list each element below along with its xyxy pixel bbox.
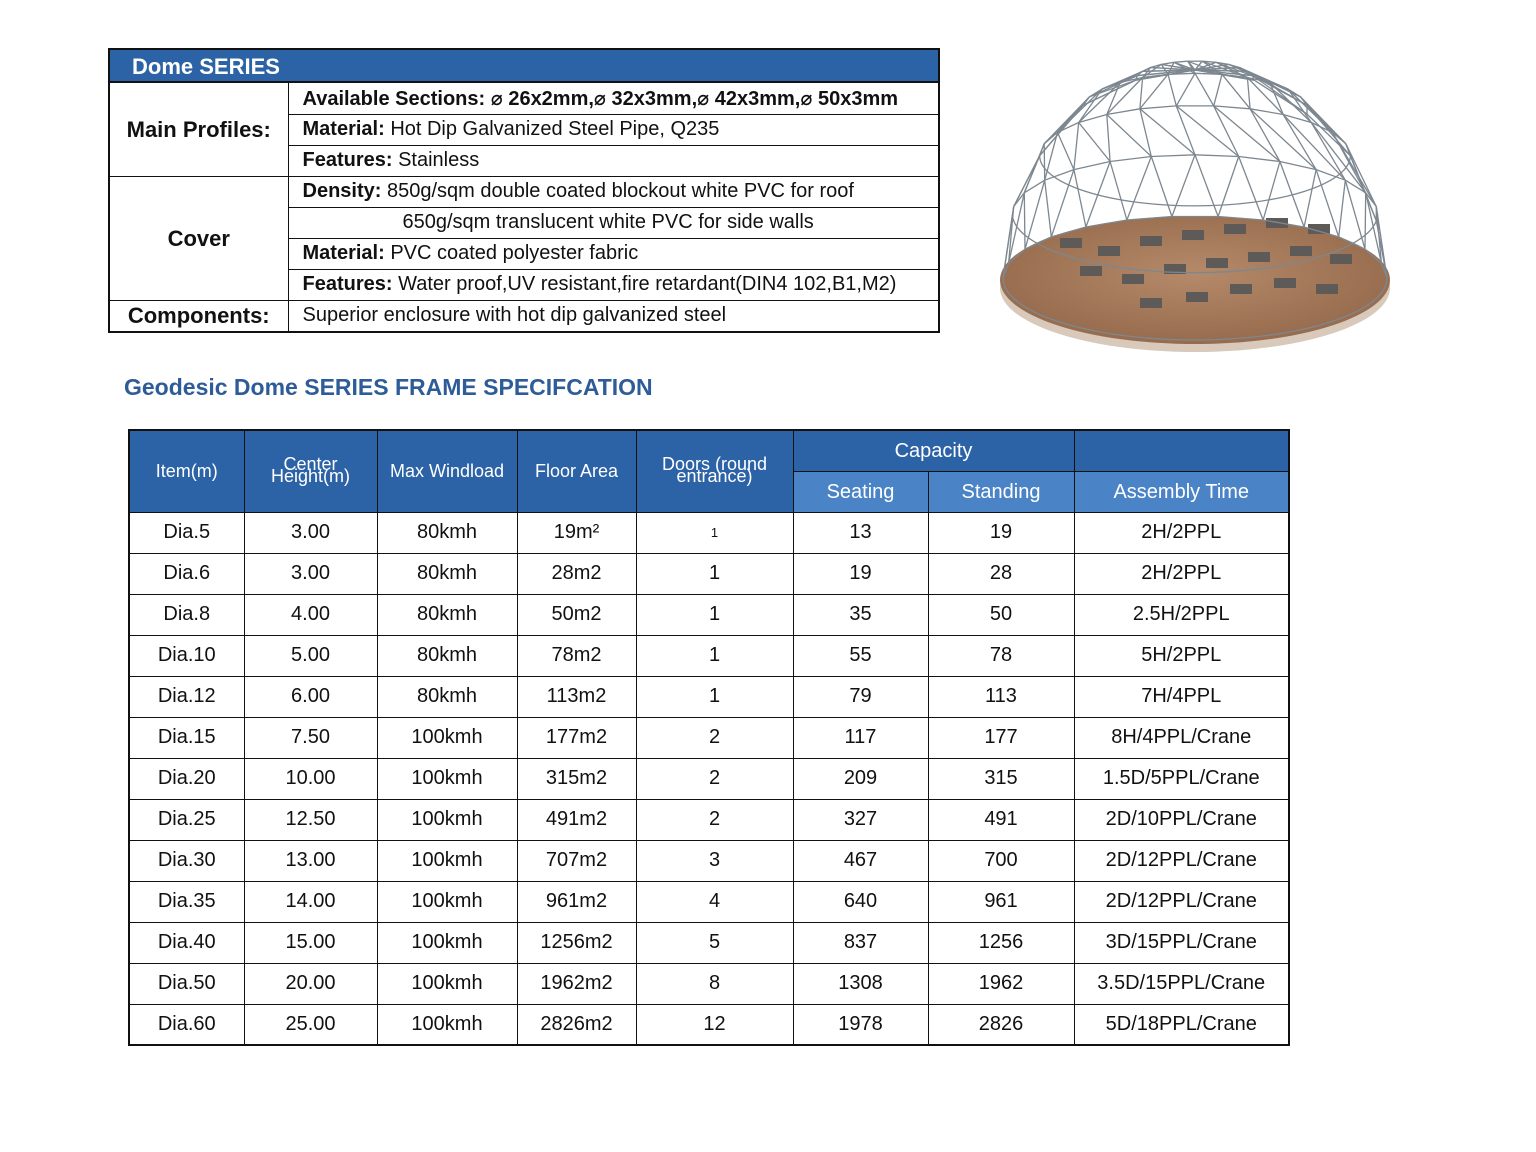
header-blank <box>1074 430 1289 471</box>
dome-strut <box>1107 115 1152 157</box>
dome-strut <box>1045 170 1074 181</box>
cell-standing: 961 <box>928 881 1074 922</box>
dome-strut <box>1086 162 1110 228</box>
table-row <box>129 922 1289 963</box>
dome-strut <box>1239 157 1263 221</box>
dome-strut <box>1218 157 1239 217</box>
cell-floor-area: 1256m2 <box>517 922 636 963</box>
cell-doors: 1 <box>636 676 793 717</box>
profile-features-label: Features: <box>302 149 393 171</box>
dome-front-ring <box>1040 156 1351 206</box>
spec-cell <box>288 114 938 145</box>
table-row <box>129 512 1289 553</box>
cell-standing: 28 <box>928 553 1074 594</box>
spec-row <box>110 300 938 331</box>
cell-doors: 3 <box>636 840 793 881</box>
dome-strut <box>1051 170 1074 237</box>
header-floor-area: Floor Area <box>517 430 636 512</box>
dome-strut <box>1151 155 1195 157</box>
cell-doors: 2 <box>636 717 793 758</box>
dome-strut <box>1140 78 1143 109</box>
cell-seating: 1308 <box>793 963 928 1004</box>
dome-strut <box>1263 162 1280 221</box>
cell-item: Dia.50 <box>129 963 244 1004</box>
cell-seating: 327 <box>793 799 928 840</box>
cell-floor-area: 78m2 <box>517 635 636 676</box>
cell-item: Dia.20 <box>129 758 244 799</box>
cell-seating: 1978 <box>793 1004 928 1045</box>
cell-assembly-time: 2H/2PPL <box>1074 512 1289 553</box>
table-row <box>129 676 1289 717</box>
header-center-height <box>244 430 377 512</box>
density-value-2: 650g/sqm translucent white PVC for side walls <box>288 207 938 238</box>
dome-strut <box>1140 109 1151 157</box>
cell-max-windload: 100kmh <box>377 840 517 881</box>
cover-material-label: Material: <box>302 242 385 264</box>
profile-material-value: Hot Dip Galvanized Steel Pipe, Q235 <box>390 118 720 140</box>
cell-standing: 78 <box>928 635 1074 676</box>
cell-assembly-time: 2D/10PPL/Crane <box>1074 799 1289 840</box>
cell-floor-area: 315m2 <box>517 758 636 799</box>
cell-standing: 700 <box>928 840 1074 881</box>
dome-strut <box>1250 109 1280 162</box>
cell-max-windload: 80kmh <box>377 635 517 676</box>
table-row <box>129 553 1289 594</box>
cell-max-windload: 80kmh <box>377 594 517 635</box>
cell-assembly-time: 5H/2PPL <box>1074 635 1289 676</box>
table-row <box>129 1004 1289 1045</box>
spec-row <box>110 176 938 207</box>
sections-label: Available Sections: <box>302 87 486 110</box>
dome-strut <box>1168 74 1176 106</box>
cell-center-height: 14.00 <box>244 881 377 922</box>
table-row <box>129 799 1289 840</box>
density-label: Density: <box>302 180 382 202</box>
dome-strut <box>1253 76 1307 115</box>
components-value: Superior enclosure with hot dip galvanized steel <box>288 300 938 331</box>
cell-item: Dia.8 <box>129 594 244 635</box>
header-assembly-time: Assembly Time <box>1074 471 1289 512</box>
cell-floor-area: 177m2 <box>517 717 636 758</box>
cell-max-windload: 100kmh <box>377 717 517 758</box>
dome-strut <box>1074 162 1110 170</box>
cell-standing: 2826 <box>928 1004 1074 1045</box>
cell-doors: 12 <box>636 1004 793 1045</box>
dome-strut <box>1311 123 1365 193</box>
header-doors-label: Doors (round entrance) <box>661 453 768 486</box>
cell-doors: 2 <box>636 799 793 840</box>
cell-floor-area: 50m2 <box>517 594 636 635</box>
cell-center-height: 5.00 <box>244 635 377 676</box>
table-row <box>129 840 1289 881</box>
cell-center-height: 25.00 <box>244 1004 377 1045</box>
dome-strut <box>1110 162 1127 221</box>
dome-strut <box>1174 61 1188 62</box>
cell-standing: 113 <box>928 676 1074 717</box>
cell-max-windload: 100kmh <box>377 881 517 922</box>
cell-item: Dia.60 <box>129 1004 244 1045</box>
cell-floor-area: 707m2 <box>517 840 636 881</box>
cell-standing: 50 <box>928 594 1074 635</box>
spec-table-title: Dome SERIES <box>110 50 938 83</box>
table-row <box>129 594 1289 635</box>
spec-cell <box>288 238 938 269</box>
cell-doors: 1 <box>636 553 793 594</box>
cell-max-windload: 100kmh <box>377 1004 517 1045</box>
cell-center-height: 3.00 <box>244 553 377 594</box>
cell-standing: 491 <box>928 799 1074 840</box>
cell-center-height: 7.50 <box>244 717 377 758</box>
cell-standing: 19 <box>928 512 1074 553</box>
section-title: Geodesic Dome SERIES FRAME SPECIFCATION <box>124 374 653 400</box>
cell-seating: 19 <box>793 553 928 594</box>
cell-item: Dia.35 <box>129 881 244 922</box>
dome-strut <box>1172 155 1195 217</box>
dome-strut <box>1079 123 1110 162</box>
dome-strut <box>1176 73 1195 106</box>
dome-strut <box>1307 105 1350 155</box>
dome-strut <box>1074 170 1086 227</box>
cell-center-height: 13.00 <box>244 840 377 881</box>
cell-seating: 640 <box>793 881 928 922</box>
dome-strut <box>1301 97 1346 144</box>
cell-assembly-time: 8H/4PPL/Crane <box>1074 717 1289 758</box>
frame-spec-table <box>128 429 1290 1046</box>
dome-strut <box>1239 157 1280 162</box>
spec-cell <box>288 269 938 300</box>
header-max-windload-label: Max Windload <box>389 461 505 482</box>
spec-cell <box>288 145 938 176</box>
cover-features-value: Water proof,UV resistant,fire retardant(DIN4 102,B1,M2) <box>398 273 897 295</box>
table-row <box>129 758 1289 799</box>
cell-floor-area: 19m² <box>517 512 636 553</box>
cell-seating: 209 <box>793 758 928 799</box>
dome-strut <box>1151 157 1172 217</box>
cell-assembly-time: 2H/2PPL <box>1074 553 1289 594</box>
dome-strut <box>1214 106 1280 162</box>
dome-strut <box>1110 157 1151 162</box>
profile-material-label: Material: <box>302 118 385 140</box>
cell-item: Dia.30 <box>129 840 244 881</box>
dome-strut <box>1140 74 1168 109</box>
cell-assembly-time: 3D/15PPL/Crane <box>1074 922 1289 963</box>
cell-item: Dia.6 <box>129 553 244 594</box>
dome-strut <box>1127 157 1151 221</box>
dome-strut <box>1195 155 1239 157</box>
cell-standing: 1256 <box>928 922 1074 963</box>
dome-strut <box>1195 155 1218 217</box>
dome-strut <box>1090 80 1136 97</box>
cell-center-height: 4.00 <box>244 594 377 635</box>
cell-assembly-time: 2.5H/2PPL <box>1074 594 1289 635</box>
spec-row <box>110 83 938 114</box>
geodesic-dome-icon <box>990 48 1410 360</box>
spec-cell <box>288 83 938 114</box>
cell-center-height: 3.00 <box>244 512 377 553</box>
table-row <box>129 635 1289 676</box>
profile-features-value: Stainless <box>398 149 480 171</box>
table-row <box>129 881 1289 922</box>
frame-table-body <box>129 512 1289 1045</box>
cell-doors: 1 <box>636 594 793 635</box>
cell-seating: 55 <box>793 635 928 676</box>
cell-max-windload: 80kmh <box>377 676 517 717</box>
cell-floor-area: 1962m2 <box>517 963 636 1004</box>
dome-strut <box>1307 114 1350 156</box>
dome-strut <box>1214 74 1222 106</box>
cell-item: Dia.10 <box>129 635 244 676</box>
cell-assembly-time: 2D/12PPL/Crane <box>1074 881 1289 922</box>
header-row <box>129 430 1289 471</box>
cell-center-height: 15.00 <box>244 922 377 963</box>
cell-seating: 35 <box>793 594 928 635</box>
cell-floor-area: 491m2 <box>517 799 636 840</box>
cell-standing: 1962 <box>928 963 1074 1004</box>
cell-max-windload: 100kmh <box>377 963 517 1004</box>
cell-seating: 837 <box>793 922 928 963</box>
cell-max-windload: 100kmh <box>377 922 517 963</box>
cell-max-windload: 80kmh <box>377 512 517 553</box>
dome-strut <box>1247 78 1250 109</box>
cell-max-windload: 100kmh <box>377 799 517 840</box>
cell-standing: 177 <box>928 717 1074 758</box>
cell-max-windload: 100kmh <box>377 758 517 799</box>
cell-assembly-time: 2D/12PPL/Crane <box>1074 840 1289 881</box>
dome-strut <box>1214 106 1250 109</box>
cell-doors: 4 <box>636 881 793 922</box>
dome-strut <box>1107 115 1110 162</box>
cell-seating: 13 <box>793 512 928 553</box>
cell-item: Dia.15 <box>129 717 244 758</box>
dome-strut <box>1222 74 1250 109</box>
cover-material-value: PVC coated polyester fabric <box>390 242 639 264</box>
cover-features-label: Features: <box>302 273 393 295</box>
cell-doors: 2 <box>636 758 793 799</box>
dome-strut <box>1339 180 1346 237</box>
components-label: Components: <box>110 300 288 331</box>
cell-floor-area: 2826m2 <box>517 1004 636 1045</box>
cell-doors: 1 <box>636 635 793 676</box>
cell-assembly-time: 3.5D/15PPL/Crane <box>1074 963 1289 1004</box>
cell-center-height: 6.00 <box>244 676 377 717</box>
header-doors <box>636 430 793 512</box>
dome-series-spec-table <box>108 48 940 333</box>
cell-floor-area: 28m2 <box>517 553 636 594</box>
dome-strut <box>1045 180 1052 237</box>
cell-seating: 79 <box>793 676 928 717</box>
spec-table-body <box>110 83 938 331</box>
dome-strut <box>1195 73 1214 106</box>
dome-strut <box>1058 132 1074 169</box>
cell-center-height: 10.00 <box>244 758 377 799</box>
cell-item: Dia.25 <box>129 799 244 840</box>
dome-strut <box>1280 162 1304 228</box>
cell-assembly-time: 5D/18PPL/Crane <box>1074 1004 1289 1045</box>
cell-doors: 1 <box>636 512 793 553</box>
dome-strut <box>1365 193 1366 249</box>
dome-strut <box>1214 106 1239 157</box>
cell-item: Dia.40 <box>129 922 244 963</box>
dome-strut <box>1304 170 1316 227</box>
cover-label: Cover <box>110 176 288 300</box>
header-item: Item(m) <box>129 430 244 512</box>
cell-center-height: 20.00 <box>244 963 377 1004</box>
dome-strut <box>1280 162 1316 170</box>
cell-floor-area: 961m2 <box>517 881 636 922</box>
header-standing: Standing <box>928 471 1074 512</box>
sections-value: ⌀ 26x2mm,⌀ 32x3mm,⌀ 42x3mm,⌀ 50x3mm <box>490 87 899 110</box>
cell-seating: 117 <box>793 717 928 758</box>
table-row <box>129 717 1289 758</box>
dome-strut <box>1024 156 1039 193</box>
dome-strut <box>1140 106 1176 109</box>
cell-doors: 8 <box>636 963 793 1004</box>
density-value: 850g/sqm double coated blockout white PVC for roof <box>386 180 854 202</box>
cell-assembly-time: 7H/4PPL <box>1074 676 1289 717</box>
header-center-height-label: Center Height(m) <box>270 453 350 486</box>
dome-strut <box>1074 123 1079 170</box>
cell-assembly-time: 1.5D/5PPL/Crane <box>1074 758 1289 799</box>
spec-cell <box>288 176 938 207</box>
cell-doors: 5 <box>636 922 793 963</box>
cell-item: Dia.5 <box>129 512 244 553</box>
cell-seating: 467 <box>793 840 928 881</box>
main-profiles-label: Main Profiles: <box>110 83 288 176</box>
header-max-windload <box>377 430 517 512</box>
table-row <box>129 963 1289 1004</box>
cell-floor-area: 113m2 <box>517 676 636 717</box>
dome-strut <box>1045 132 1058 180</box>
dome-strut <box>1024 193 1025 249</box>
header-seating: Seating <box>793 471 928 512</box>
cell-item: Dia.12 <box>129 676 244 717</box>
cell-center-height: 12.50 <box>244 799 377 840</box>
cell-max-windload: 80kmh <box>377 553 517 594</box>
header-capacity: Capacity <box>793 430 1074 471</box>
cell-standing: 315 <box>928 758 1074 799</box>
